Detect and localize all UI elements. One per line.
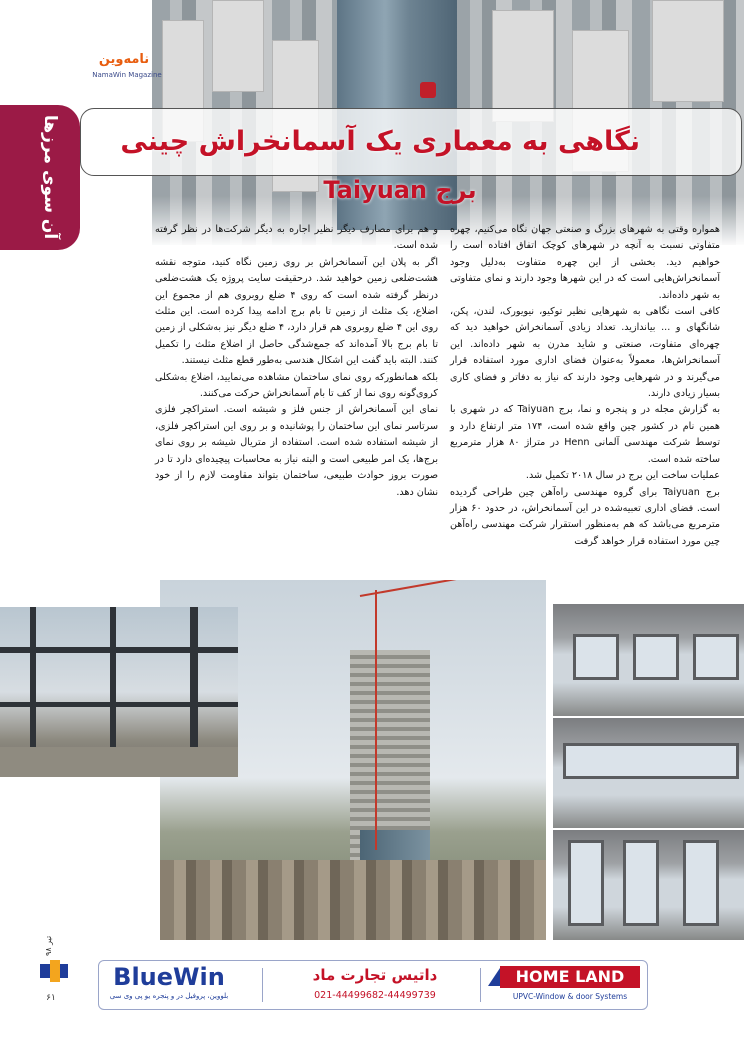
tower-logo-mark [420, 82, 436, 98]
facade-workers-photo-3 [553, 830, 744, 940]
datis-phone: 021-44499682-44499739 [314, 990, 436, 1001]
footer-divider [262, 968, 263, 1002]
homeland-logo: HOME LAND [500, 966, 640, 988]
paragraph: همواره وقتی به شهرهای بزرگ و صنعتی جهان نگاه می‌کنیم، چهره متفاوتی نسبت به آنچه در شهرهای کوچک اتفاق افتاده است را خواهیم دید. بخشی از این چهره متفاوت به‌دلیل وجود آسمانخراش‌هایی است که در این شهرها وجود دارند و نمای متفاوتی به شهر داده‌اند. [450, 224, 720, 301]
paragraph: کافی است نگاهی به شهرهایی نظیر توکیو، نیویورک، لندن، پکن، شانگهای و ... بیاندازید. تعداد زیادی آسمانخراش خواهید دید که چهره‌ای متفاوت، صنعتی و شاید مدرن به شهر داده‌اند. این آسمانخراش‌ها، معمولاً به‌عنوان فضای اداری مورد استفاده قرار می‌گیرند و در شهرهایی وجود دارند که نیاز به دفاتر و فضای کاری بسیار زیادی دارند. [450, 306, 720, 400]
page-mark-icon [40, 960, 70, 982]
magazine-logo: نامه‌وین [98, 52, 150, 67]
article-subtitle: برج Taiyuan [323, 176, 477, 204]
paragraph: به گزارش مجله در و پنجره و نما، برج Taiyuan که در شهری با همین نام در کشور چین واقع شده است، ۱۷۴ متر ارتفاع دارد و توسط شرکت مهندسی آلمانی Henn در متراژ ۸۰ هزار مترمربع ساخته شده است. [450, 404, 720, 465]
paragraph: و هم برای مصارف دیگر نظیر اجاره به دیگر شرکت‌ها در نظر گرفته شده است. [155, 224, 438, 252]
bluewin-logo: BlueWin [113, 963, 225, 991]
section-tab-label: آن سوی مرزها [40, 114, 60, 240]
page-number: ۶۱ [46, 993, 56, 1003]
datis-company-name: داتیس تجارت ماد [312, 966, 438, 984]
article-title: نگاهی به معماری یک آسمانخراش چینی [120, 126, 640, 157]
footer-divider [480, 968, 481, 1002]
paragraph: برج Taiyuan برای گروه مهندسی راه‌آهن چین طراحی گردیده است. فضای اداری تعبیه‌شده در این آسمانخراش، در حدود ۶۰ هزار مترمربع می‌باشد که هم به‌منظور استقرار شرکت مهندسی راه‌آهن چین مورد استفاده قرار خواهد گرفت [450, 486, 720, 547]
interior-window-photo-1 [553, 604, 744, 716]
text-column-right [450, 222, 720, 587]
steel-frame-floor-photo [0, 607, 238, 777]
homeland-tagline: UPVC-Window & door Systems [512, 992, 628, 1001]
interior-floor-photo-2 [553, 718, 744, 828]
bluewin-tagline: بلووین، پروفیل در و پنجره یو پی وی سی [109, 992, 229, 1000]
paragraph: بلکه همانطورکه روی نمای ساختمان مشاهده می‌نمایید، اضلاع به‌شکلی کروی‌گونه روی نما از کف تا بام آسمانخراش حرکت می‌کنند. [155, 371, 438, 400]
issue-date: تیر ۹۸ [44, 935, 53, 956]
paragraph: عملیات ساخت این برج در سال ۲۰۱۸ تکمیل شد. [525, 470, 720, 482]
text-column-left [155, 222, 438, 587]
magazine-logo-subtitle: NamaWin Magazine [92, 71, 162, 79]
paragraph: نمای این آسمانخراش از جنس فلز و شیشه است. استراکچر فلزی سرتاسر نمای این ساختمان را پوشانیده و بر روی این استراکچر فلزی، از شیشه استفاده شده است. استفاده از متریال شیشه بر روی نمای برج‌ها، یک امر طبیعی است و البته نیاز به محاسبات پیچیده‌ای دارد تا در صورت بروز حوادث طبیعی، ساختمان بتواند مقاومت لازم را از خود نشان دهد. [155, 404, 438, 498]
paragraph: اگر به پلان این آسمانخراش بر روی زمین نگاه کنید، متوجه نقشه هشت‌ضلعی زمین خواهید شد. درحقیقت سایت پروژه یک هشت‌ضلعی درنظر گرفته شده است که روی ۴ ضلع روبروی هم از مجموع این اضلاع، یک مثلث از زمین تا بام برج ادامه پیدا کرده است. این مثلث روی این ۴ ضلع روبروی هم قرار دارد، ۴ ضلع دیگر نیز به‌شکلی از زمین تا بام برج بالا آمده‌اند که جمع‌شدگی حاصل از اضلاع مثلث را تکمیل کنند. البته باید گفت این اشکال هندسی به‌طور قطع مثلث نیستند. [155, 256, 438, 367]
